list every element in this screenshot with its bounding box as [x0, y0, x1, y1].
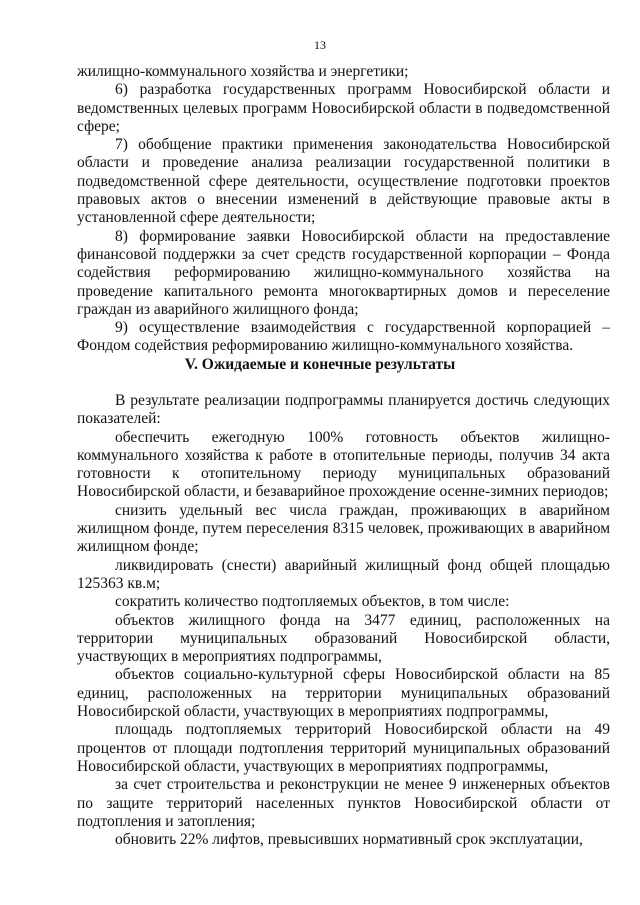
section-heading: V. Ожидаемые и конечные результаты: [184, 356, 456, 373]
paragraph: площадь подтопляемых территорий Новосибирской области на 49 процентов от площади подтопления территорий муниципальных образований Новосибирской области, участвующих в мероприятиях подпрограммы,: [77, 721, 610, 775]
paragraph: обновить 22% лифтов, превысивших нормативный срок эксплуатации,: [115, 831, 583, 849]
paragraph: 7) обобщение практики применения законодательства Новосибирской области и проведение анализа реализации государственной политики в подведомственной сфере деятельности, осуществление подготовки проектов правовых актов о внесении изменений в действующие правовые акты в установленной сфере деятельности;: [77, 136, 610, 227]
results-list: [77, 392, 610, 849]
paragraph: жилищно-коммунального хозяйства и энергетики;: [77, 63, 409, 80]
paragraph: объектов социально-культурной сферы Новосибирской области на 85 единиц, расположенных на территории муниципальных образований Новосибирской области, участвующих в мероприятиях подпрограммы,: [77, 666, 610, 721]
paragraph: 9) осуществление взаимодействия с государственной корпорацией – Фондом содействия реформированию жилищно-коммунального хозяйства.: [77, 319, 610, 355]
paragraph: 6) разработка государственных программ Новосибирской области и ведомственных целевых программ Новосибирской области в подведомственной сфере;: [77, 81, 610, 135]
paragraph: объектов жилищного фонда на 3477 единиц, расположенных на территории муниципальных образований Новосибирской области, участвующих в мероприятиях подпрограммы,: [77, 611, 610, 666]
paragraph: снизить удельный вес числа граждан, проживающих в аварийном жилищном фонде, путем переселения 8315 человек, проживающих в аварийном жилищном фонде;: [77, 501, 610, 556]
paragraph: обеспечить ежегодную 100% готовность объектов жилищно-коммунального хозяйства к работе в отопительные периоды, получив 34 акта готовности к отопительному периоду муниципальных образований Новосибирской области, и безаварийное прохождение осенне-зимних периодов;: [77, 428, 610, 501]
paragraph: за счет строительства и реконструкции не менее 9 инженерных объектов по защите территорий населенных пунктов Новосибирской области от подтопления и затопления;: [77, 776, 610, 830]
paragraph: В результате реализации подпрограммы планируется достичь следующих показателей:: [77, 392, 610, 428]
page-number: 13: [314, 38, 326, 52]
tasks-list: [77, 63, 610, 356]
paragraph: сократить количество подтопляемых объектов, в том числе:: [115, 593, 510, 611]
paragraph: ликвидировать (снести) аварийный жилищный фонд общей площадью 125363 кв.м;: [77, 556, 610, 592]
paragraph: 8) формирование заявки Новосибирской области на предоставление финансовой поддержки за счет средств государственной корпорации – Фонда содействия реформированию жилищно-коммунального хозяйства на проведение капитального ремонта многоквартирных домов и переселение граждан из аварийного жилищного фонда;: [77, 227, 610, 318]
